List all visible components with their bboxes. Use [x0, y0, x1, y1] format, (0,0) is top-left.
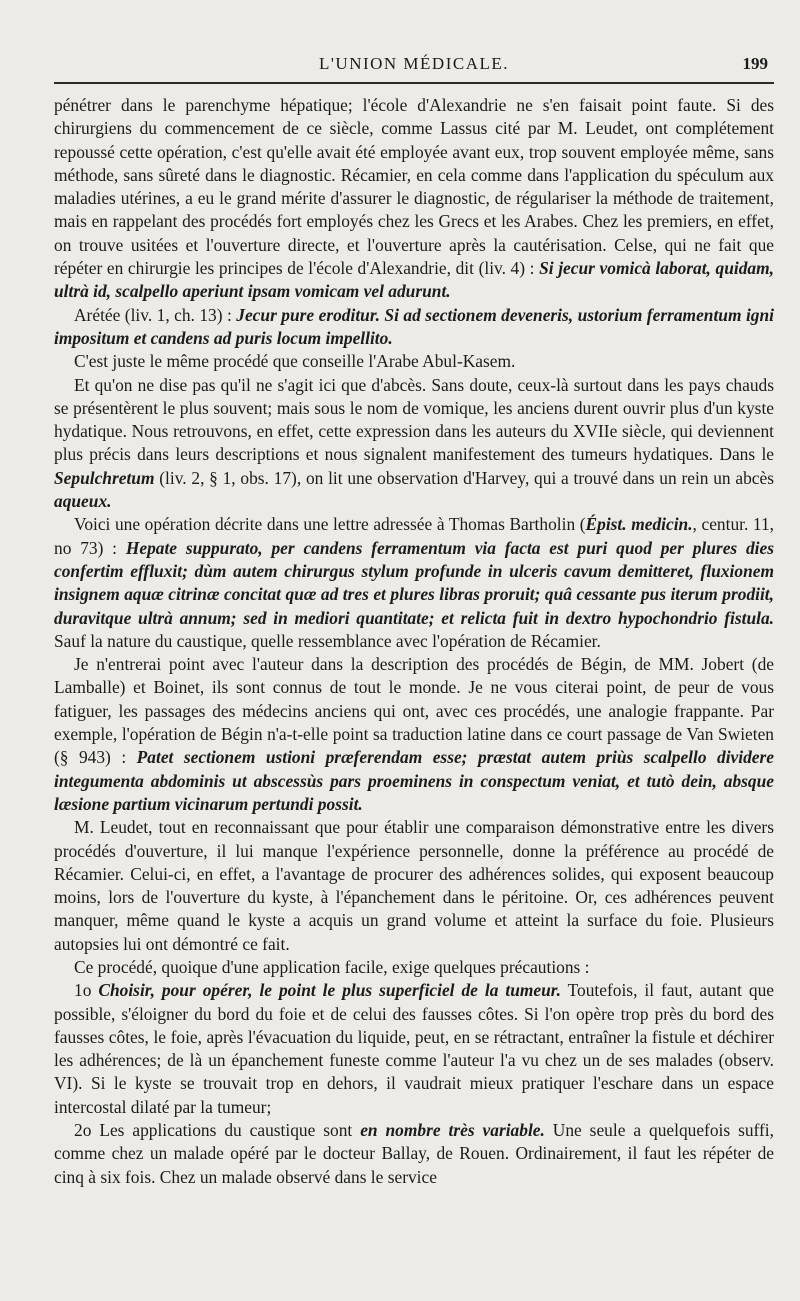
italic-text: en nombre très variable. — [360, 1120, 545, 1141]
article-body — [54, 94, 774, 1189]
text-run: (liv. 2, § 1, obs. 17), on lit une observation d'Harvey, qui a trouvé dans un rein un abcès — [154, 467, 774, 488]
italic-text: aqueux. — [54, 491, 112, 512]
italic-text: Épist. medicin. — [585, 514, 693, 535]
text-run: M. Leudet, tout en reconnaissant que pour établir une comparaison démonstrative entre les divers procédés d'ouverture, il lui manque l'expérience personnelle, donne la préférence au procédé de Récamier. Celui-ci, en effet, a l'avantage de procurer des adhérences solides, qui exposent beaucoup moins, lors de l'ouverture du kyste, à l'épanchement dans le péritoine. Or, ces adhérences peuvent manquer, même quand le kyste a acquis un grand volume et atteint la surface du foie. Plusieurs autopsies lui ont démontré ce fait. — [54, 817, 774, 954]
text-run: Sauf la nature du caustique, quelle ressemblance avec l'opération de Récamier. — [54, 630, 601, 651]
text-run: Toutefois, il faut, autant que possible, s'éloigner du bord du foie et de celui des fausses côtes. Si l'on opère trop près du bord des fausses côtes, le foie, après l'évacuation du liquide, peut, en se rétractant, entraîner la fistule et déchirer les adhérences; de là un épanchement funeste comme l'auteur l'a vu chez un de ses malades (observ. VI). Si le kyste se trouvait trop en dehors, il vaudrait mieux pratiquer l'eschare dans un espace intercostal dilaté par la tumeur; — [54, 980, 774, 1117]
running-header — [54, 46, 774, 84]
paragraph — [54, 304, 774, 351]
paragraph — [54, 374, 774, 514]
journal-title: L'UNION MÉDICALE. — [318, 54, 510, 73]
text-run: Je n'entrerai point avec l'auteur dans la description des procédés de Bégin, de MM. Jobert (de Lamballe) et Boinet, ils sont connus de tout le monde. Je ne vous citerai point, de peur de vous fatiguer, les passages des médecins anciens qui ont, avec ces procédés, une analogie frappante. Par exemple, l'opération de Bégin n'a-t-elle point sa traduction latine dans ce court passage de Van Swieten (§ 943) : — [54, 654, 774, 768]
page-number: 199 — [742, 54, 768, 73]
text-run: C'est juste le même procédé que conseille l'Arabe Abul-Kasem. — [74, 351, 516, 372]
italic-text: Sepulchretum — [54, 467, 155, 488]
text-run: 1o — [74, 980, 99, 1001]
paragraph — [54, 979, 774, 1119]
italic-text: Choisir, pour opérer, le point le plus superficiel de la tumeur. — [98, 980, 561, 1001]
paragraph — [54, 94, 774, 304]
paragraph — [54, 816, 774, 956]
paragraph — [54, 653, 774, 816]
italic-text: Jecur pure eroditur. Si ad sectionem deveneris, ustorium ferramentum igni impositum et candens ad puris locum impellito. — [54, 304, 774, 348]
paragraph — [54, 513, 774, 653]
text-run: Voici une opération décrite dans une lettre adressée à Thomas Bartholin ( — [74, 514, 586, 535]
italic-text: Si jecur vomicà laborat, quidam, ultrà id, scalpello aperiunt ipsam vomicam vel adurunt. — [54, 258, 774, 302]
text-run: Une seule a quelquefois suffi, comme chez un malade opéré par le docteur Ballay, de Rouen. Ordinairement, il faut les répéter de cinq à six fois. Chez un malade observé dans le service — [54, 1120, 774, 1187]
text-run: Et qu'on ne dise pas qu'il ne s'agit ici que d'abcès. Sans doute, ceux-là surtout dans les pays chauds se présentèrent le plus souvent; mais sous le nom de vomique, les anciens durent ouvrir plus d'un kyste hydatique. Nous retrouvons, en effet, cette expression dans les auteurs du XVIIe siècle, qui deviennent plus précis dans leurs descriptions et nous signalent manifestement des tumeurs hydatiques. Dans le — [54, 374, 774, 465]
text-run: 2o Les applications du caustique sont — [74, 1120, 361, 1141]
italic-text: Hepate suppurato, per candens ferramentum via facta est puri quod per plures dies confertim effluxit; dùm autem chirurgus stylum profunde in ulceris cavum demitteret, fluxionem insignem aquæ citrinæ concitat quæ ad tres et plures libras proruit; quâ cessante pus iterum prodiit, duravitque ultrà annum; sed in mediori quantitate; et relicta fuit in dextro hypochondrio fistula. — [54, 537, 774, 628]
paragraph — [54, 956, 774, 979]
text-run: , centur. 11, no 73) : — [54, 514, 775, 558]
italic-text: Patet sectionem ustioni præferendam esse; præstat autem priùs scalpello dividere integumenta abdominis ut abscessùs pars proeminens in conspectum veniat, et tutò dein, absque læsione partium vicinarum pertundi possit. — [54, 747, 775, 814]
paragraph — [54, 350, 774, 373]
text-run: Ce procédé, quoique d'une application facile, exige quelques précautions : — [74, 956, 590, 977]
text-run: pénétrer dans le parenchyme hépatique; l'école d'Alexandrie ne s'en faisait point faute. Si des chirurgiens du commencement de ce siècle, comme Lassus cité par M. Leudet, ont complétement repoussé cette opération, c'est qu'elle avait été employée avant eux, trop souvent employée même, sans méthode, sans sûreté dans le diagnostic. Récamier, en cela comme dans l'application du spéculum aux maladies utérines, a eu le grand mérite d'assurer le diagnostic, de régulariser la méthode de traitement, mais en rappelant des procédés fort employés chez les Grecs et les Arabes. Chez les premiers, en effet, on trouve usitées et l'ouverture directe, et l'ouverture après la cautérisation. Celse, qui ne fait que répéter en chirurgie les principes de l'école d'Alexandrie, dit (liv. 4) : — [54, 95, 774, 279]
paragraph — [54, 1119, 774, 1189]
text-run: Arétée (liv. 1, ch. 13) : — [74, 304, 237, 325]
